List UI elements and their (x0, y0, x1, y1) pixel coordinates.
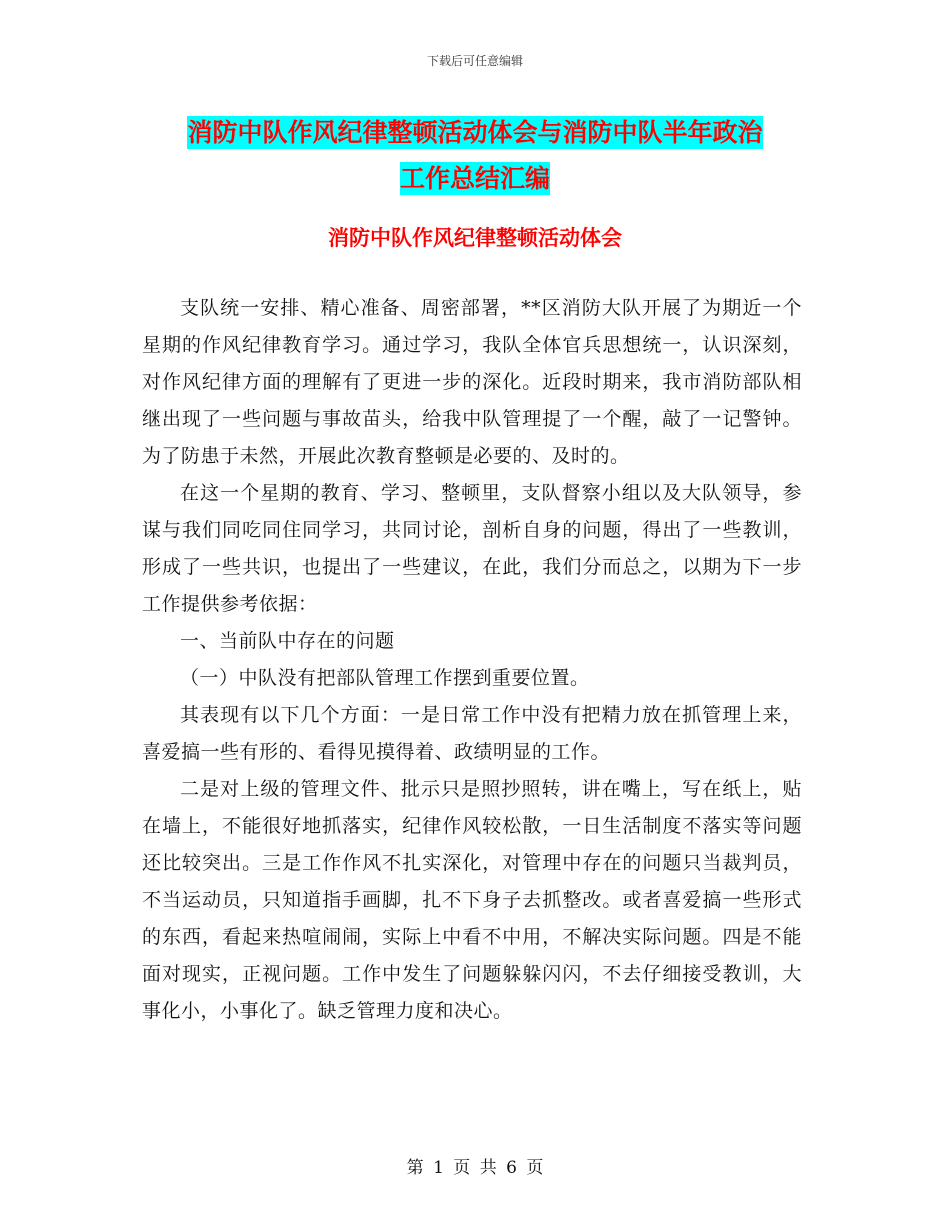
document-body (142, 290, 802, 1030)
paragraph: 一、当前队中存在的问题 (180, 630, 395, 652)
section-title: 消防中队作风纪律整顿活动体会 (328, 226, 622, 250)
paragraph: 其表现有以下几个方面：一是日常工作中没有把精力放在抓管理上来，喜爱搞一些有形的、看得见摸得着、政绩明显的工作。 (142, 704, 802, 763)
paragraph: 在这一个星期的教育、学习、整顿里，支队督察小组以及大队领导，参谋与我们同吃同住同学习，共同讨论，剖析自身的问题，得出了一些教训，形成了一些共识，也提出了一些建议，在此，我们分而总之，以期为下一步工作提供参考依据： (142, 482, 802, 615)
paragraph: 二是对上级的管理文件、批示只是照抄照转，讲在嘴上，写在纸上，贴在墙上，不能很好地抓落实，纪律作风较松散，一日生活制度不落实等问题还比较突出。三是工作作风不扎实深化，对管理中存在的问题只当裁判员，不当运动员，只知道指手画脚，扎不下身子去抓整改。或者喜爱搞一些形式的东西，看起来热喧闹闹，实际上中看不中用，不解决实际问题。四是不能面对现实，正视问题。工作中发生了问题躲躲闪闪，不去仔细接受教训，大事化小，小事化了。缺乏管理力度和决心。 (142, 778, 802, 1022)
document-title-line-2: 工作总结汇编 (399, 164, 550, 193)
page-number: 第 1 页 共 6 页 (406, 1158, 544, 1178)
document-title-line-1: 消防中队作风纪律整顿活动体会与消防中队半年政治 (187, 118, 763, 147)
paragraph: 支队统一安排、精心准备、周密部署，**区消防大队开展了为期近一个星期的作风纪律教育学习。通过学习，我队全体官兵思想统一，认识深刻，对作风纪律方面的理解有了更进一步的深化。近段时期来，我市消防部队相继出现了一些问题与事故苗头，给我中队管理提了一个醒，敲了一记警钟。为了防患于未然，开展此次教育整顿是必要的、及时的。 (142, 297, 802, 467)
document-title (0, 110, 950, 202)
page-header-note: 下载后可任意编辑 (426, 54, 523, 68)
paragraph: （一）中队没有把部队管理工作摆到重要位置。 (180, 667, 590, 689)
